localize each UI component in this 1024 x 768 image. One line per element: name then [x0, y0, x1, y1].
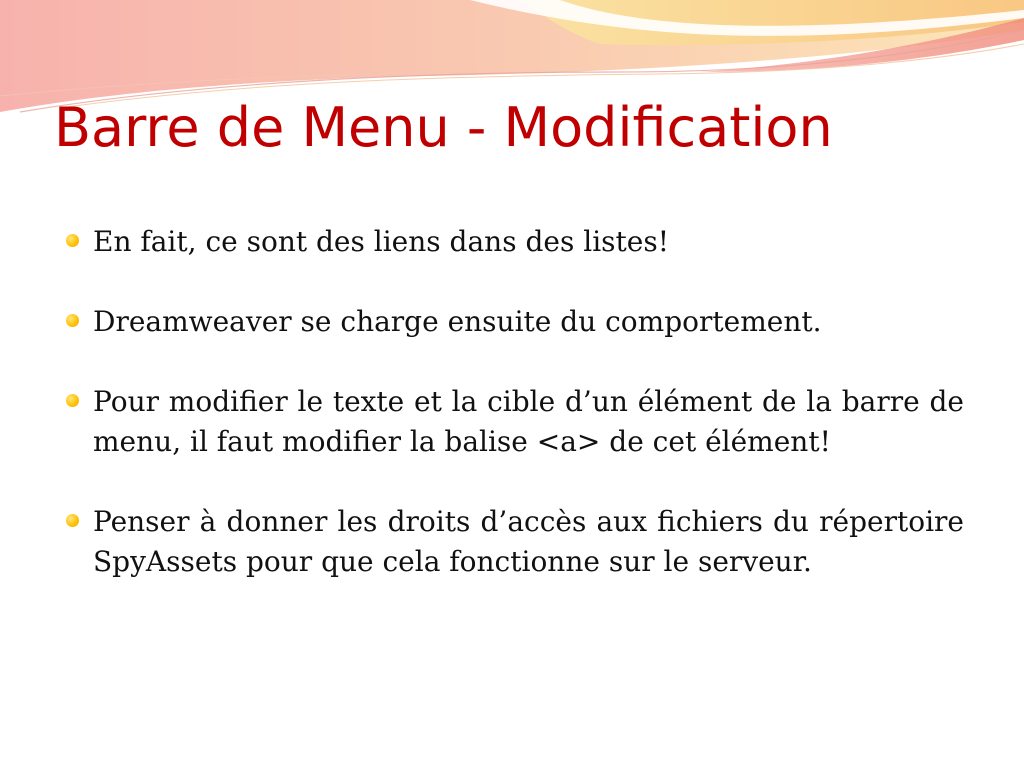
- bullet-item: [62, 302, 964, 342]
- bullet-text: Pour modifier le texte et la cible d’un élément de la barre de menu, il faut modifier la balise <a> de cet élément!: [93, 385, 964, 458]
- bullet-dot-icon: [66, 394, 79, 407]
- bullet-dot-icon: [66, 234, 79, 247]
- bullet-dot-icon: [66, 314, 79, 327]
- bullet-list: [62, 222, 964, 582]
- bullet-item: [62, 382, 964, 462]
- bullet-item: [62, 222, 964, 262]
- bullet-item: [62, 502, 964, 582]
- slide-title: Barre de Menu - Modification: [54, 96, 833, 159]
- bullet-text: Dreamweaver se charge ensuite du comportement.: [93, 305, 822, 338]
- bullet-dot-icon: [66, 514, 79, 527]
- bullet-text: En fait, ce sont des liens dans des listes!: [93, 225, 669, 258]
- bullet-text: Penser à donner les droits d’accès aux fichiers du répertoire SpyAssets pour que cela fonctionne sur le serveur.: [93, 505, 964, 578]
